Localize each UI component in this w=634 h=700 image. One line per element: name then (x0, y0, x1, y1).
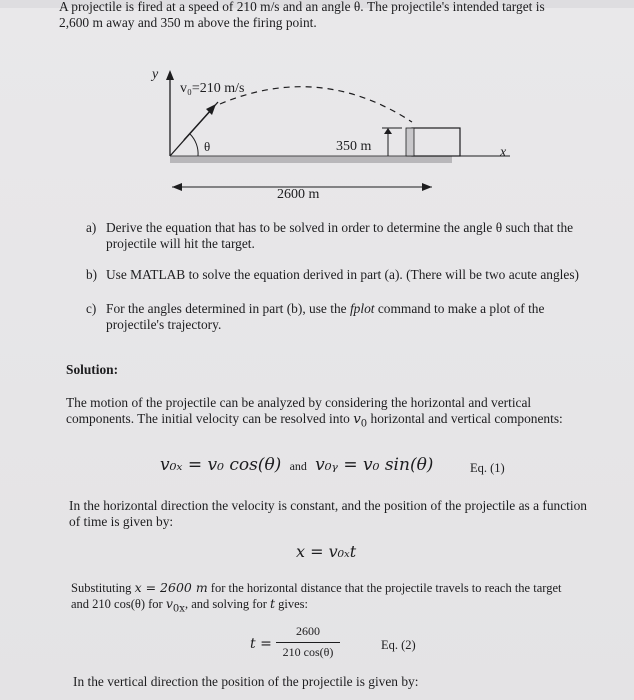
subst-x: x = 2600 m (134, 580, 208, 595)
eq2-fraction-bar (276, 642, 340, 643)
x-axis-label: x (500, 145, 507, 160)
angle-label: θ (204, 139, 211, 154)
eq2-denominator: 210 cos(θ) (282, 645, 334, 659)
height-label: 350 m (336, 139, 372, 154)
target-shade (406, 128, 414, 156)
y-axis-arrow (166, 70, 174, 80)
question-c-pre: For the angles determined in part (b), use the (106, 301, 350, 316)
velocity-label: v₀=210 m/s (180, 81, 245, 96)
subst2-t: t (270, 596, 276, 611)
target-building (412, 128, 460, 156)
solution-intro-line-1: The motion of the projectile can be analyzed by considering the horizontal and vertical (66, 395, 532, 410)
equation-1 (160, 455, 433, 475)
question-a-letter: a) (86, 220, 97, 235)
subst2-vox: $v_{0x}$ (165, 596, 185, 615)
intro-v0: $v_0$ (353, 412, 368, 430)
substitute-line-2 (71, 596, 308, 615)
substitute-line-1 (71, 580, 561, 596)
horizontal-line-1: In the horizontal direction the velocity is constant, and the position of the projectile as a function (69, 498, 587, 513)
subst-pre: Substituting (71, 581, 135, 595)
eq1-voy: v₀ᵧ = v₀ sin(θ) (315, 455, 434, 475)
ground (170, 156, 452, 163)
subst2-a: and 210 cos(θ) for (71, 597, 166, 611)
eq2-tag: Eq. (2) (381, 638, 416, 652)
angle-arc (190, 134, 198, 156)
eq1-tag: Eq. (1) (470, 461, 505, 475)
velocity-arrow (184, 109, 212, 140)
problem-line-2: 2,600 m away and 350 m above the firing point. (59, 15, 317, 30)
subst-post: for the horizontal distance that the projectile travels to reach the target (207, 581, 562, 595)
intro-pre: components. The initial velocity can be resolved into (66, 411, 354, 426)
eq1-vox: v₀ₓ = v₀ cos(θ) (160, 455, 282, 475)
eq2-numerator: 2600 (296, 624, 320, 638)
distance-dim-arrow-right (422, 183, 432, 191)
equation-x: x = v₀ₓt (296, 542, 357, 561)
question-c-line-1 (106, 301, 544, 317)
question-c-command: fplot (349, 301, 375, 316)
eq2-lhs: t = (250, 636, 272, 652)
vertical-intro: In the vertical direction the position of the projectile is given by: (73, 674, 419, 689)
horizontal-line-2: of time is given by: (69, 514, 174, 529)
eq1-and: and (289, 459, 307, 473)
problem-line-1: A projectile is fired at a speed of 210 m/s and an angle θ. The projectile's intended target is (59, 0, 545, 14)
subst2-b: , and solving for (184, 597, 270, 611)
question-c-post: command to make a plot of the (374, 301, 545, 316)
y-axis-label: y (152, 67, 159, 82)
question-c-line-2: projectile's trajectory. (106, 317, 222, 332)
solution-intro-line-2 (66, 411, 563, 433)
distance-dim-arrow-left (172, 183, 182, 191)
projectile-figure (150, 62, 530, 212)
distance-label: 2600 m (277, 187, 320, 202)
question-b-letter: b) (86, 267, 97, 282)
question-a-line-2: projectile will hit the target. (106, 236, 255, 251)
trajectory (220, 87, 412, 122)
intro-post: horizontal and vertical components: (367, 411, 563, 426)
question-b-line-1: Use MATLAB to solve the equation derived in part (a). (There will be two acute angles) (106, 267, 579, 282)
question-c-letter: c) (86, 301, 97, 316)
subst2-c: gives: (275, 597, 309, 611)
question-a-line-1: Derive the equation that has to be solved in order to determine the angle θ such that the (106, 220, 574, 235)
height-dim-arrow (384, 128, 392, 134)
solution-heading: Solution: (66, 362, 119, 377)
